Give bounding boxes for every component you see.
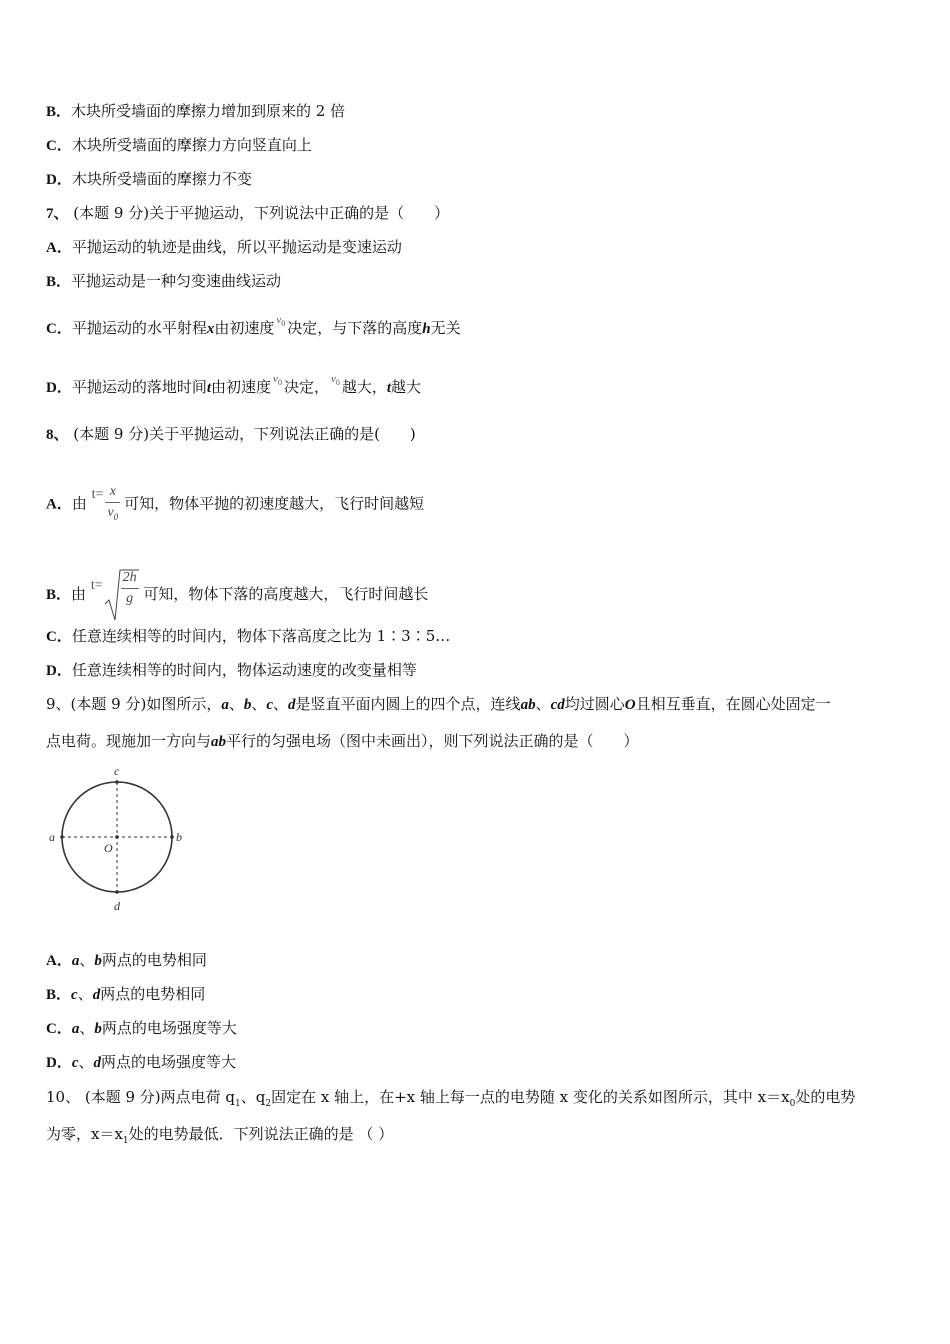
v0-symbol: v0 <box>273 373 282 388</box>
label-b: b <box>176 830 182 844</box>
q9-option-a: A．a、b两点的电势相同 <box>46 951 207 969</box>
q8-option-c: C．任意连续相等的时间内，物体下落高度之比为 1∶3∶5… <box>46 627 451 645</box>
point-c <box>115 780 119 784</box>
label-o: O <box>104 841 113 855</box>
point-d <box>115 890 119 894</box>
q7-option-c: C．平抛运动的水平射程x由初速度 $^{v_0}$ 决定，与下落的高度h无关 <box>46 314 461 337</box>
q6-option-c: C．木块所受墙面的摩擦力方向竖直向上 <box>46 136 312 154</box>
v0-symbol: v0 <box>330 373 340 388</box>
center-point <box>115 835 119 839</box>
q6-option-b: B．木块所受墙面的摩擦力增加到原来的 2 倍 <box>46 102 346 120</box>
point-b <box>170 835 174 839</box>
q8-stem: 8、 (本题 9 分)关于平抛运动，下列说法正确的是( ) <box>46 425 416 443</box>
label-d: d <box>114 899 120 913</box>
circle-figure <box>46 762 196 917</box>
q9-stem-line2: 点电荷。现施加一方向与ab平行的匀强电场（图中未画出），则下列说法正确的是（ ） <box>46 732 639 750</box>
label-a: a <box>49 830 55 844</box>
q7-option-a: A．平抛运动的轨迹是曲线，所以平抛运动是变速运动 <box>46 238 402 256</box>
q8-option-b: B．由 t= $\frac{2h}{g}$ 可知，物体下落的高度越大，飞行时间越长 <box>46 566 428 624</box>
q10-stem-line1: 10、 (本题 9 分)两点电荷 $q_1$、$q_2$固定在 x 轴上，在+x 轴上每一点的电势随 x 变化的关系如图所示，其中 $x=x_0$处的电势 <box>46 1088 856 1109</box>
q7-option-d: D．平抛运动的落地时间t由初速度 $^{v_0}$ 决定， $^{v_0}$ 越大，t越大 <box>46 373 422 396</box>
q8-option-d: D．任意连续相等的时间内，物体运动速度的改变量相等 <box>46 661 417 679</box>
q9-option-b: B．c、d两点的电势相同 <box>46 985 206 1003</box>
label-c: c <box>114 764 120 778</box>
sqrt-2h-over-g: $\frac{2h}{g}$ <box>103 566 139 624</box>
q8-option-a: A．由 t= $\frac{x}{v_0}$ 可知，物体平抛的初速度越大，飞行时间越短 <box>46 482 424 527</box>
fraction-x-over-v0: $\frac{x}{v_0}$ <box>107 484 119 522</box>
q7-stem: 7、 (本题 9 分)关于平抛运动，下列说法中正确的是（ ） <box>46 204 450 222</box>
q6-option-d: D．木块所受墙面的摩擦力不变 <box>46 170 252 188</box>
q10-stem-line2: 为零，$x=x_1$处的电势最低．下列说法正确的是 （ ） <box>46 1125 394 1146</box>
q9-option-d: D．c、d两点的电场强度等大 <box>46 1053 237 1071</box>
v0-symbol: v0 <box>276 314 286 329</box>
q9-stem-line1: 9、(本题 9 分)如图所示，a、b、c、d是竖直平面内圆上的四个点，连线ab、cd均过圆心O且相互垂直，在圆心处固定一 <box>46 695 831 713</box>
point-a <box>60 835 64 839</box>
q7-option-b: B．平抛运动是一种匀变速曲线运动 <box>46 272 282 290</box>
q9-option-c: C．a、b两点的电场强度等大 <box>46 1019 237 1037</box>
